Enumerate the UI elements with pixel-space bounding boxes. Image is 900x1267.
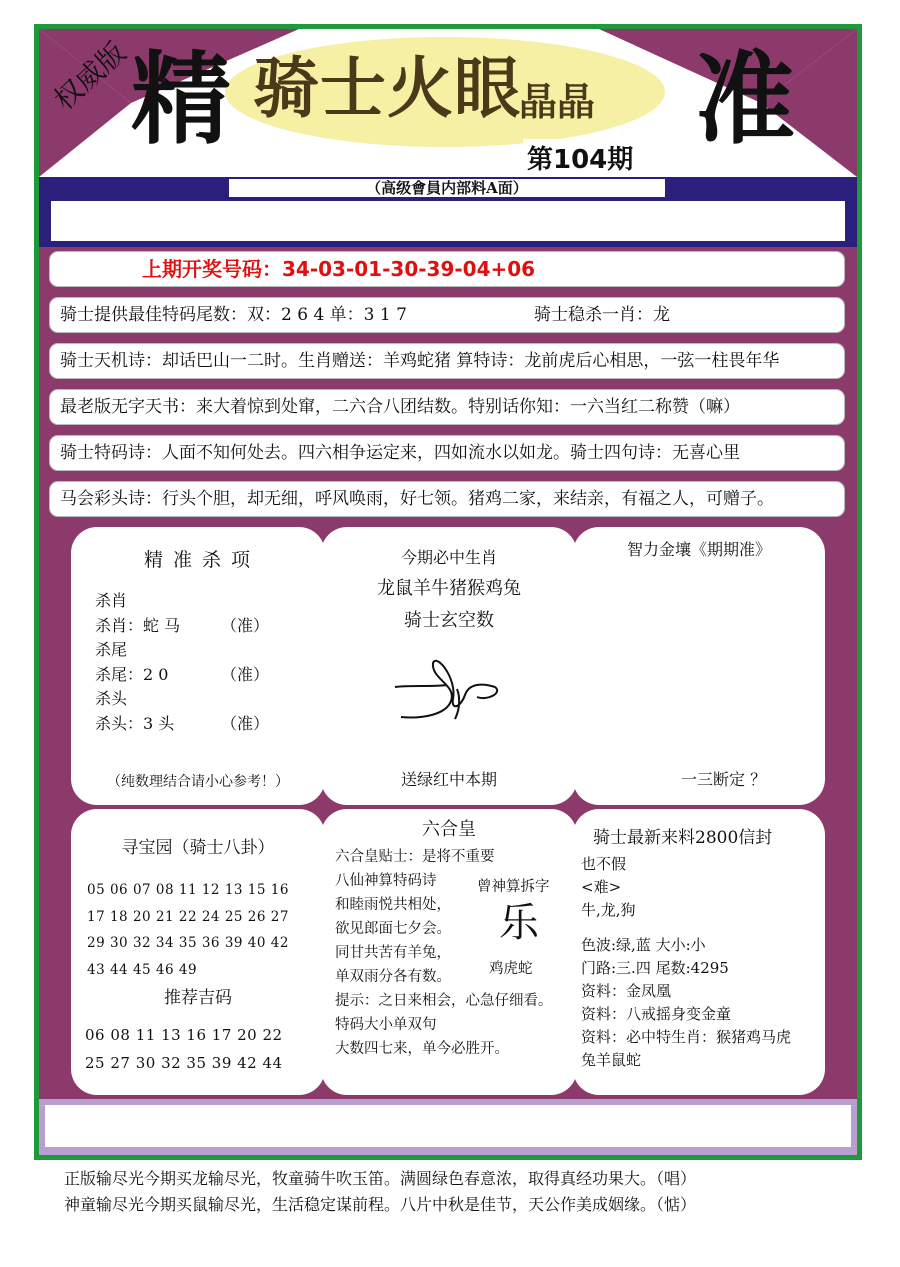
treasure-numbers — [87, 877, 289, 983]
latest-title: 骑士最新来料2800信封 — [593, 828, 773, 848]
signature-scribble — [391, 649, 511, 729]
kill-box — [71, 527, 325, 805]
center-bottom: 送绿红中本期 — [400, 770, 497, 789]
footer-band — [39, 1099, 857, 1155]
number-row: 43 44 45 46 49 — [87, 961, 198, 978]
number-row: 25 27 30 32 35 39 42 44 — [85, 1054, 283, 1072]
info-row-4: 骑士特码诗：人面不知何处去。四六相争运定来，四如流水以如龙。骑士四句诗：无喜心里 — [49, 435, 845, 471]
liuhe-line: 单双雨分各有数。 — [335, 969, 451, 985]
latest-line: 也不假 — [581, 855, 627, 873]
info-row-5: 马会彩头诗：行头个胆，却无细，呼风唤雨，好七领。猪鸡二家，来结亲，有福之人，可赠子。 — [49, 481, 845, 517]
number-row: 17 18 20 21 22 24 25 26 27 — [87, 908, 289, 925]
blank-banner — [51, 201, 845, 241]
info-row-3: 最老版无字天书：来大着惊到处窜，二六合八团结数。特别话你知：一六当红二称赞（嘛） — [49, 389, 845, 425]
bottom-line-2: 神童输尽光今期买鼠输尽光，生活稳定谋前程。八片中秋是佳节，天公作美成姻缘。（惦） — [64, 1195, 697, 1214]
big-char-left: 精 — [131, 40, 231, 158]
kill-line: 杀尾 — [95, 640, 128, 659]
number-row: 05 06 07 08 11 12 13 15 16 — [87, 882, 289, 898]
latest-line: 门路:三.四 尾数:4295 — [581, 959, 729, 977]
kill-list — [95, 589, 270, 736]
kill-box-title: 精 准 杀 项 — [143, 549, 253, 571]
kill-zodiac: 骑士稳杀一肖：龙 — [534, 305, 670, 325]
last-draw-row — [49, 251, 845, 287]
subtitle: （高级會員内部料A面） — [229, 179, 665, 197]
info-row-2: 骑士天机诗：却话巴山一二时。生肖赠送：羊鸡蛇猪 算特诗：龙前虎后心相思，一弦一柱畏年华 — [49, 343, 845, 379]
kill-line: 杀肖：蛇 马 （准） — [95, 615, 270, 635]
bottom-line-1: 正版输尽光今期买龙输尽光，牧童骑牛吹玉笛。满圆绿色春意浓，取得真经功果大。（唱） — [64, 1169, 697, 1188]
liuhe-line: 欲见郎面七夕会。 — [335, 921, 451, 937]
header — [39, 29, 857, 177]
latest-line: 牛,龙,狗 — [581, 901, 636, 919]
liuhe-line: 提示：之日来相会，心急仔细看。 — [335, 993, 553, 1009]
center-line-2: 龙鼠羊牛猪猴鸡兔 — [377, 578, 521, 599]
kill-line: 杀肖 — [95, 591, 128, 610]
big-char-right: 准 — [695, 40, 795, 158]
last-draw-label: 上期开奖号码： — [142, 257, 282, 281]
number-row: 06 08 11 13 16 17 20 22 — [85, 1026, 283, 1044]
kill-line: 杀头 — [95, 689, 128, 708]
liuhe-box — [321, 809, 577, 1095]
liuhe-side-title: 曾神算拆字 — [477, 879, 550, 895]
title-small: 晶晶 — [519, 79, 596, 124]
poster-frame — [34, 24, 862, 1160]
latest-line: 兔羊鼠蛇 — [581, 1051, 642, 1069]
center-line-3: 骑士玄空数 — [404, 610, 494, 631]
latest-lines — [581, 853, 791, 1072]
right-box-title: 智力金壤《期期准》 — [626, 540, 771, 559]
latest-line: 资料：必中特生肖：猴猪鸡马虎 — [581, 1028, 792, 1046]
liuhe-line: 特码大小单双句 — [335, 1017, 437, 1033]
kill-line: 杀尾：2 0 （准） — [95, 664, 270, 684]
liuhe-line: 大数四七来，单今必胜开。 — [335, 1041, 509, 1057]
liuhe-side-bottom: 鸡虎蛇 — [489, 961, 533, 977]
liuhe-line: 和睦雨悦共相处， — [335, 897, 451, 913]
center-line-1: 今期必中生肖 — [400, 548, 497, 567]
liuhe-line: 同甘共苦有羊兔， — [335, 945, 451, 961]
latest-line: 资料：八戒摇身变金童 — [581, 1005, 732, 1023]
center-box — [321, 527, 577, 805]
number-row: 29 30 32 34 35 36 39 40 42 — [87, 935, 289, 951]
info-row-1 — [49, 297, 845, 333]
footer-blank — [45, 1105, 851, 1147]
tail-numbers: 骑士提供最佳特码尾数：双：2 6 4 单：3 1 7 — [60, 305, 407, 325]
spacer — [581, 922, 791, 934]
recommend-title: 推荐吉码 — [164, 988, 232, 1008]
treasure-title: 寻宝园（骑士八卦） — [121, 838, 275, 858]
kill-line: 杀头：3 头 （准） — [95, 713, 270, 733]
title-main: 骑士火眼 — [253, 49, 521, 127]
issue-number: 第104期 — [523, 139, 637, 176]
last-draw-numbers: 34-03-01-30-39-04+06 — [282, 257, 536, 281]
latest-line: 资料：金凤凰 — [581, 982, 672, 1000]
latest-line: <难> — [581, 878, 622, 896]
right-box — [573, 527, 825, 805]
recommend-numbers — [85, 1021, 283, 1077]
liuhe-title: 六合皇 — [422, 819, 476, 840]
right-box-bottom: 一三断定 ？ — [681, 770, 767, 789]
liuhe-line: 八仙神算特码诗 — [335, 873, 437, 889]
kill-note: （纯数理结合请小心参考！） — [107, 774, 289, 790]
liuhe-line: 六合皇贴士：是将不重要 — [335, 849, 495, 865]
liuhe-side-char: 乐 — [499, 900, 539, 946]
latest-line: 色波:绿,蓝 大小:小 — [581, 936, 706, 954]
authority-label: 权威版 — [47, 35, 133, 117]
latest-box — [573, 809, 825, 1095]
subtitle-band — [39, 177, 857, 247]
treasure-box — [71, 809, 325, 1095]
